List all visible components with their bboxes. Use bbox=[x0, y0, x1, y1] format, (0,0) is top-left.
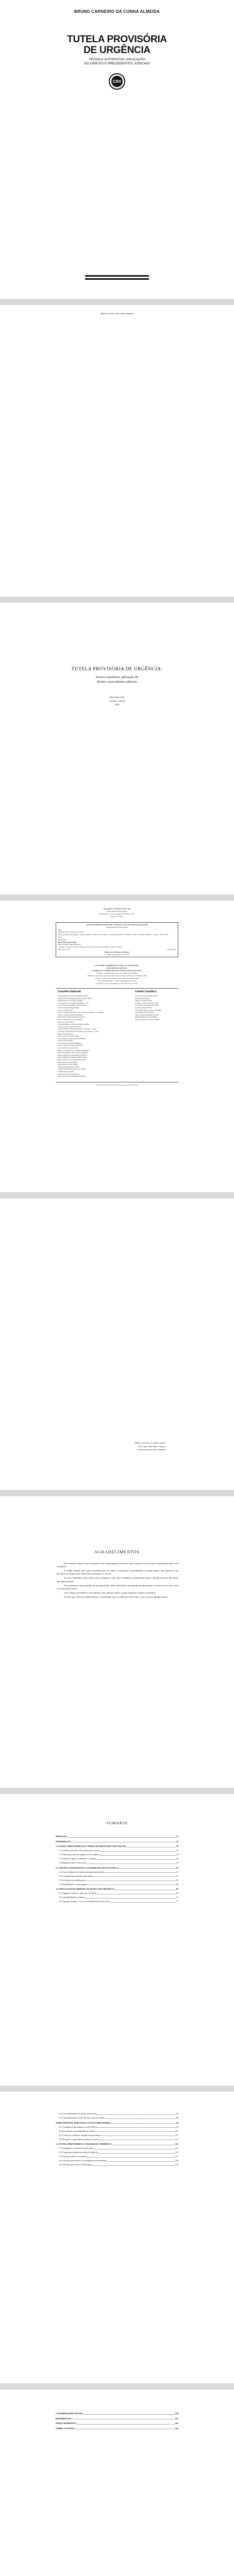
editorial-board-member: Sydione Santos (UEPG) bbox=[58, 1071, 74, 1073]
acknowledgments-heading: AGRADECIMENTOS bbox=[94, 1550, 140, 1554]
toc-leader-dots bbox=[87, 2157, 175, 2158]
toc-entry-title: ÍNDICE REMISSIVO bbox=[56, 2422, 77, 2425]
toc-entry-title: 2.3 Os limites da estabilização bbox=[59, 1878, 86, 1882]
toc-entry[interactable] bbox=[56, 2138, 178, 2141]
editorial-board-member: Aldira Guimarães Duarte Domínguez (UNB) bbox=[58, 995, 88, 997]
scientific-committee-member: Alexandre Walmott Borges (UFU) bbox=[135, 995, 158, 997]
toc-leader-dots bbox=[77, 2424, 175, 2425]
copyright-page bbox=[0, 901, 234, 1192]
acknowledgment-paragraph: A todos que, direta ou indiretamente, contribuíram para a realização desta obra, o meu sincero agradecimento. bbox=[64, 1595, 169, 1598]
cip-heading: DADOS INTERNACIONAIS DE CATALOGAÇÃO NA PUBLICAÇÃO (CIP) bbox=[87, 924, 147, 926]
toc-entry-title: 5.3 Tutela provisória e isonomia bbox=[59, 2155, 87, 2158]
toc-entry-title: 3.3 O perigo de dano e o risco ao resultado útil do processo bbox=[59, 1900, 110, 1903]
toc-leader-dots bbox=[85, 1898, 176, 1899]
toc-entry-title: 3 A APLICAÇÃO DO DIREITO NA TUTELA DE URGÊNCIA bbox=[56, 1888, 114, 1891]
toc-page-number: 53 bbox=[176, 1878, 178, 1882]
toc-entry-title: 3.5 A fundamentação da decisão que concede a tutela bbox=[59, 2116, 105, 2119]
toc-page-number: 127 bbox=[175, 2151, 178, 2154]
title-page-subtitle bbox=[0, 675, 234, 684]
scientific-committee-heading: Comitê Científico: bbox=[135, 990, 157, 993]
toc-entry-title: 2.4 Estabilização e coisa julgada bbox=[59, 1883, 87, 1886]
toc-entry-title: 2.2 A estabilização da tutela antecipada bbox=[59, 1874, 93, 1877]
cip-cdd: CDD 347.05 bbox=[167, 948, 176, 951]
toc-entry[interactable] bbox=[56, 2412, 178, 2415]
cip-box bbox=[56, 922, 178, 957]
publisher-city: Curitiba – Brasil bbox=[109, 700, 125, 702]
toc-page-number: 65 bbox=[176, 1888, 178, 1891]
toc-entry-title: 1.4 Requisitos para a concessão bbox=[59, 1861, 87, 1865]
toc-page-number: 155 bbox=[175, 2417, 178, 2420]
acknowledgment-paragraph: À minha família, pelo apoio incondicional em todos os momentos, especialmente à minha esposa, que suportou com paciência as longas horas dedicadas à pesquisa e à escrita. bbox=[57, 1569, 178, 1575]
toc-leader-dots bbox=[86, 1880, 176, 1881]
title-page-publisher bbox=[0, 696, 234, 706]
acknowledgment-paragraph: Aos professores do programa de pós-graduação, pelas discussões que permitiram aprofundar o estudo do processo civil e da tutela provisória. bbox=[57, 1584, 178, 1590]
review-line: Revisão: O Autor bbox=[110, 916, 124, 918]
dedication-page bbox=[0, 1198, 234, 1490]
editorial-board-member: Lourdes Helena da Silva (UFV) bbox=[58, 1047, 79, 1049]
toc-entry-title: 3.2 A probabilidade do direito bbox=[59, 1896, 85, 1899]
editorial-board-heading: Conselho Editorial: bbox=[58, 990, 81, 993]
acknowledgments-page bbox=[0, 1496, 234, 1788]
half-title-page bbox=[0, 305, 234, 597]
scientific-committee-member: Francisco Carlos Duarte (PUC-PR) bbox=[135, 1002, 159, 1004]
toc-entry-title: INTRODUÇÃO bbox=[56, 1840, 71, 1843]
scientific-committee-member: Luis Augusto Alves (UFPR) bbox=[135, 1011, 154, 1014]
toc-entry[interactable] bbox=[56, 2143, 178, 2146]
toc-leader-dots bbox=[87, 1863, 176, 1864]
scientific-committee-member: Joao Batista Gomes Moreira (UnB) bbox=[135, 1004, 159, 1007]
editorial-board-member: Fernando Antônio Gonçalves Alcoforado (IPB) bbox=[58, 1023, 89, 1026]
toc-page-number: 47 bbox=[176, 1874, 178, 1877]
editorial-board-member: Antônio Pereira Gaio Júnior (UFRRJ) bbox=[58, 999, 83, 1002]
toc-page-number: 107 bbox=[175, 2133, 178, 2137]
editorial-board-member: Tadeu Oliver Gonçalves (UFPA) bbox=[58, 1073, 79, 1075]
editor-line: Editor-chefe: Railson Moura bbox=[106, 910, 128, 912]
toc-leader-dots bbox=[96, 2114, 175, 2115]
cover-subtitle bbox=[0, 58, 234, 66]
cip-bibliography: Bibliografia bbox=[58, 938, 66, 941]
editorial-board-member: Élsio José Corá (UFFS) bbox=[58, 1021, 74, 1023]
toc-leader-dots bbox=[110, 1902, 175, 1903]
toc-entry-title: REFERÊNCIAS bbox=[56, 2417, 72, 2420]
editorial-board-member: Gloria Fariñas León (Universidade de La Havana – Cuba) bbox=[58, 1028, 96, 1030]
toc-entry-title: 4.1 O sistema de precedentes no CPC/2015 bbox=[59, 2125, 96, 2128]
toc-page-number: 83 bbox=[176, 2112, 178, 2115]
toc-entry[interactable] bbox=[56, 2134, 178, 2137]
toc-entry[interactable] bbox=[56, 1883, 178, 1886]
copyright-credits bbox=[0, 908, 234, 918]
toc-entry-title: 4.4 Distinção e superação na tutela provisória bbox=[59, 2138, 98, 2141]
toc-page-number: 161 bbox=[175, 2422, 178, 2425]
toc-page-number: 13 bbox=[176, 1840, 178, 1843]
toc-page-number: 138 bbox=[175, 2159, 178, 2162]
legal-line-8: Conheça os nossos lançamentos: www.editoracrv.com.br bbox=[96, 982, 138, 985]
cover-title bbox=[0, 34, 234, 56]
toc-leader-dots bbox=[68, 1837, 176, 1838]
toc-page-number: 29 bbox=[176, 1857, 178, 1860]
toc-page-number: 113 bbox=[175, 2138, 178, 2141]
toc-entry-title: 2 A TÉCNICA SATISFATIVA E A ESTABILIZAÇÃO DA TUTELA bbox=[56, 1866, 119, 1869]
toc-entry[interactable] bbox=[56, 1888, 178, 1891]
toc-entry-title: 4.2 Precedentes e probabilidade do direito bbox=[59, 2129, 95, 2132]
toc-page-number: 143 bbox=[175, 2163, 178, 2166]
editorial-board-member: Maria Lília Imbiriba Sousa Colares (UFOPA) bbox=[58, 1052, 88, 1054]
toc-leader-dots bbox=[119, 1868, 175, 1869]
scientific-committee-member: José Ribas Vieira (UFRJ) bbox=[135, 1006, 152, 1009]
toc-entry[interactable] bbox=[56, 1879, 178, 1882]
cip-subjects: 1. Direito 2. Processo civil 3. Tutela provisória 4. Precedentes judiciais I. Título II. Série. bbox=[58, 946, 122, 948]
cover-subtitle-line-2: DO DIREITO E PRECEDENTES JUDICIAIS bbox=[84, 62, 150, 65]
toc-entry[interactable] bbox=[56, 2155, 178, 2158]
toc-entry[interactable] bbox=[56, 1875, 178, 1878]
editorial-board-member: Tania Suely Azevedo Brasileiro (UFOPA) bbox=[58, 1075, 86, 1078]
toc-page-number: 121 bbox=[175, 2147, 178, 2150]
acknowledgment-paragraph: Aos colegas de trabalho e de academia, pelo diálogo franco e pelas sugestões sempre pertinentes. bbox=[64, 1591, 156, 1594]
toc-page-number: 19 bbox=[176, 1845, 178, 1848]
table-of-contents-2 bbox=[56, 2112, 178, 2167]
table-of-contents-3 bbox=[56, 2410, 178, 2431]
editorial-board-member: Simone Rodrigues Pinto (UNB) bbox=[58, 1065, 79, 1068]
scientific-committee-member: José Eduardo Pinto Lopes (UNISINOS) bbox=[135, 1009, 161, 1011]
publisher-logo-icon bbox=[108, 72, 126, 91]
toc-leader-dots bbox=[107, 2161, 175, 2162]
toc-entry[interactable] bbox=[56, 1853, 178, 1856]
legal-line-2: EM FORMATO DIGITAL. bbox=[106, 967, 128, 969]
editorial-board-member: Helmuth Krüger (UCP) bbox=[58, 1032, 74, 1035]
toc-leader-dots bbox=[93, 1876, 176, 1877]
scientific-committee-member: Reinaldo Ribeiro Lucas (UFAM) bbox=[135, 1016, 157, 1019]
toc-entry[interactable] bbox=[56, 1835, 178, 1838]
title-page-subtitle-line-2: direito e precedentes judiciais bbox=[97, 680, 137, 684]
acknowledgments-body bbox=[57, 1562, 178, 1600]
toc-page-number: 77 bbox=[176, 1900, 178, 1903]
toc-entry-title: CONSIDERAÇÕES FINAIS bbox=[56, 2412, 82, 2415]
peer-review-note: Este livro foi avaliado e aprovado por pareceristas ad hoc. bbox=[96, 1084, 138, 1086]
scientific-committee-list bbox=[135, 995, 181, 1021]
copyright-line: Copyright © da Editora CRV Ltda. bbox=[103, 908, 131, 910]
toc-leader-dots bbox=[100, 1851, 176, 1852]
summary-page-2 bbox=[0, 2092, 234, 2383]
scientific-committee-member: Edilson Vitorelli (UFMG) bbox=[135, 999, 153, 1002]
scientific-committee-member: Bruno Zanotti (PCES) bbox=[135, 997, 150, 999]
toc-page-number: 121 bbox=[175, 2143, 178, 2146]
toc-page-number: 149 bbox=[175, 2412, 178, 2415]
legal-notice bbox=[0, 964, 234, 985]
toc-entry[interactable] bbox=[56, 1849, 178, 1852]
toc-leader-dots bbox=[96, 1859, 175, 1860]
acknowledgment-paragraph: Ao meu orientador, pelas lições, pela confiança e pelo rigor acadêmico, fundamentais para o amadurecimento das ideias aqui apresentadas. bbox=[57, 1577, 178, 1583]
table-of-contents-1 bbox=[56, 1833, 178, 1904]
toc-entry-title: 1 A TUTELA PROVISÓRIA NO CÓDIGO DE PROCESSO CIVIL DE 2015 bbox=[56, 1845, 126, 1848]
toc-page-number: 71 bbox=[176, 1896, 178, 1899]
editorial-board-member: Jailson Alves dos Santos (UFRJ) bbox=[58, 1035, 79, 1038]
toc-entry-title: 1.3 Tutela de urgência satisfativa e cautelar bbox=[59, 1857, 96, 1860]
toc-entry-title: PREFÁCIO bbox=[56, 1835, 67, 1838]
toc-entry-title: 5.4 A decisão provisória e a vinculação aos precedentes bbox=[59, 2159, 107, 2162]
toc-entry[interactable] bbox=[56, 1896, 178, 1899]
toc-entry[interactable] bbox=[56, 2163, 178, 2166]
toc-leader-dots bbox=[111, 2123, 176, 2124]
toc-leader-dots bbox=[83, 2414, 175, 2415]
toc-entry-title: 4.3 A tutela de evidência fundada em precedentes bbox=[59, 2133, 102, 2137]
toc-leader-dots bbox=[98, 2153, 175, 2154]
toc-entry[interactable] bbox=[56, 2417, 178, 2420]
toc-entry-title: SOBRE O AUTOR bbox=[56, 2427, 74, 2430]
toc-entry[interactable] bbox=[56, 2130, 178, 2133]
cip-subheading: CATALOGAÇÃO NA FONTE bbox=[106, 926, 128, 928]
editorial-board-member: Cesar Gerónimo Tello (Univer. Nacional Três de Febrero – Argentina) bbox=[58, 1011, 104, 1014]
editorial-board-member: Carmen Tereza Velanga (UNIR) bbox=[58, 1006, 79, 1009]
editorial-board-member: Carlos Alberto Vilar Estêvão (UMINHO – PT) bbox=[58, 1002, 89, 1004]
toc-leader-dots bbox=[101, 1855, 176, 1856]
editorial-board-member: Maria de Lourdes Pinto de Almeida (UNOESC) bbox=[58, 1049, 90, 1052]
toc-page-number: 33 bbox=[176, 1861, 178, 1865]
toc-entry[interactable] bbox=[56, 2126, 178, 2129]
dedication-line-2: Alice, por todo amor e apoio; bbox=[138, 1445, 166, 1448]
toc-leader-dots bbox=[127, 1847, 176, 1848]
legal-line-1: ESTA OBRA TAMBÉM ENCONTRA-SE DISPONÍVEL bbox=[95, 964, 139, 967]
toc-page-number: 65 bbox=[176, 1892, 178, 1895]
toc-entry[interactable] bbox=[56, 1871, 178, 1874]
editorial-board-member: Sérgio Nunes de Jesus (IFRO) bbox=[58, 1063, 78, 1066]
publisher-logo-text: CRV bbox=[112, 79, 122, 84]
cover-title-line-2: DE URGÊNCIA bbox=[83, 45, 151, 56]
cip-index-line: 1. Direito processual civil 347.05 bbox=[105, 953, 129, 956]
toc-entry[interactable] bbox=[56, 2159, 178, 2162]
cip-cdu: CDU 347.91/.95 bbox=[58, 948, 70, 951]
editorial-board-member: Celso Conti (UFSCar) bbox=[58, 1009, 73, 1011]
toc-page-number: 133 bbox=[175, 2155, 178, 2158]
toc-entry-title: 4 PRECEDENTES JUDICIAIS E TUTELA PROVISÓRIA bbox=[56, 2121, 111, 2124]
toc-page-number: 41 bbox=[176, 1866, 178, 1869]
acknowledgment-paragraph: Este trabalho jamais teria se realizado sem a participação de pessoas que, cada uma a seu modo, contribuíram para a sua conclusão. bbox=[57, 1562, 178, 1568]
editorial-board-member: Elione Maria Nogueira Diogenes (UFAL) bbox=[58, 1016, 86, 1019]
dedication-line-1: Dedico este livro à minha esposa, bbox=[135, 1442, 166, 1444]
cip-isbn: ISBN 978-85-444-2196-4 bbox=[58, 941, 77, 943]
legal-line-4: Foi feito o depósito legal conf. Lei 10.994 de 14/12/2004 bbox=[96, 972, 138, 974]
toc-entry[interactable] bbox=[56, 1892, 178, 1895]
toc-entry[interactable] bbox=[56, 2422, 178, 2425]
toc-entry[interactable] bbox=[56, 1845, 178, 1848]
toc-page-number: 24 bbox=[176, 1853, 178, 1856]
dedication-text bbox=[109, 1442, 166, 1452]
cover-page bbox=[0, 0, 234, 299]
editorial-board-member: Elizeu Clementino de Souza (UNEB) bbox=[58, 1018, 82, 1021]
editorial-board-member: João Adalberto Campato Junior (UNESP) bbox=[58, 1037, 86, 1040]
toc-leader-dots bbox=[105, 1872, 175, 1873]
title-page-title: TUTELA PROVISÓRIA DE URGÊNCIA: bbox=[71, 667, 163, 672]
toc-page-number: 101 bbox=[175, 2129, 178, 2132]
toc-leader-dots bbox=[95, 2131, 174, 2132]
toc-entry-title: 1.1 A tutela provisória como técnica processual bbox=[59, 1849, 100, 1852]
toc-page-number: 41 bbox=[176, 1870, 178, 1873]
toc-entry-title: 5 A TUTELA PROVISÓRIA E O DEVER DE COERÊNCIA bbox=[56, 2143, 112, 2146]
cip-author: Almeida, Bruno Carneiro da Cunha. bbox=[58, 931, 84, 934]
toc-entry[interactable] bbox=[56, 2122, 178, 2125]
toc-page-number: 58 bbox=[176, 1883, 178, 1886]
editorial-board-member: Andréia da Silva Quintanilha Sousa (UNIR/UFRN) bbox=[58, 997, 92, 999]
editorial-board-member: Josania Portela (UFPI) bbox=[58, 1040, 73, 1042]
publisher-name: EDITORA CRV bbox=[109, 696, 125, 699]
toc-entry[interactable] bbox=[56, 2147, 178, 2150]
toc-entry-title: 3.1 Cognição sumária e aplicação do direito bbox=[59, 1892, 97, 1895]
legal-line-5: Proibida a reprodução parcial ou total desta obra sem autorização da Editora CRV bbox=[87, 975, 147, 977]
dedication-line-3: e aos meus pais, pelo exemplo. bbox=[137, 1448, 166, 1451]
toc-page-number: 88 bbox=[176, 2116, 178, 2119]
editorial-board-list bbox=[58, 995, 133, 1078]
editorial-board-member: Lídia de Oliveira Xavier (UNIEURO) bbox=[58, 1044, 83, 1047]
toc-entry[interactable] bbox=[56, 1840, 178, 1843]
toc-entry-title: 5.5 Considerações sobre a efetividade bbox=[59, 2163, 92, 2166]
editorial-board-member: Solange Helena Ximenes-Rocha (UFOPA) bbox=[58, 1068, 86, 1071]
title-page-subtitle-line-1: técnica satisfativa, aplicação do bbox=[95, 675, 139, 679]
editorial-board-member: Maria Cristina dos Santos Bezerra (UFSCar) bbox=[58, 1054, 88, 1056]
toc-page-number: 95 bbox=[176, 2125, 178, 2128]
board-divider bbox=[56, 988, 178, 989]
legal-line-7: Tel.: (41) 3039-6418 - E-mail: sac@editoracrv.com.br bbox=[97, 980, 137, 982]
toc-entry[interactable] bbox=[56, 2116, 178, 2120]
toc-entry[interactable] bbox=[56, 2112, 178, 2115]
summary-heading: SUMÁRIO bbox=[106, 1821, 128, 1825]
summary-page-1 bbox=[0, 1794, 234, 2086]
toc-entry-title: 5.1 Integridade e coerência das decisões bbox=[59, 2147, 94, 2150]
cover-bottom-rule bbox=[0, 268, 234, 289]
half-title-author: Bruno Carneiro da Cunha Almeida bbox=[101, 312, 133, 315]
toc-page-number: 11 bbox=[176, 1835, 178, 1838]
toc-leader-dots bbox=[96, 2127, 175, 2128]
design-line: Diagramação e Capa: Designers da Editora CRV bbox=[99, 913, 135, 915]
cip-pages: 164 p. bbox=[58, 936, 62, 938]
cip-code: A447 bbox=[58, 928, 62, 931]
toc-page-number: 163 bbox=[175, 2427, 178, 2430]
cip-title: Tutela provisória de urgência: técnica satisfativa, aplicação do direito e precedentes judiciais / Bruno Carneiro da Cunha Almeida – Curitiba : CRV, 2018. bbox=[58, 934, 169, 936]
toc-entry[interactable] bbox=[56, 1861, 178, 1865]
editorial-board-member: Renato Francisco dos Santos Paula (UFG) bbox=[58, 1059, 86, 1061]
legal-line-3: CONHEÇA E COMPRE ESTE E OUTROS TÍTULOS DA CRV bbox=[92, 970, 142, 972]
toc-entry[interactable] bbox=[56, 1867, 178, 1870]
editorial-board-member: Leonel Severo Rocha (UNISINOS) bbox=[58, 1042, 81, 1044]
toc-entry[interactable] bbox=[56, 2427, 178, 2430]
cover-subtitle-line-1: TÉCNICA SATISFATIVA, APLICAÇÃO bbox=[88, 58, 146, 61]
cip-doi: DOI 10.24824/978854442196.4 bbox=[58, 943, 81, 946]
toc-entry-title: 5.2 A segurança jurídica na tutela de urgência bbox=[59, 2151, 98, 2154]
toc-entry[interactable] bbox=[56, 2151, 178, 2154]
toc-entry[interactable] bbox=[56, 1857, 178, 1860]
editorial-board-member: Rodrigo Pratte-Santos (UFES) bbox=[58, 1061, 78, 1063]
publication-year: 2018 bbox=[114, 703, 120, 706]
editorial-board-member: Carlos Federico Dominguez Avila (Unieuro) bbox=[58, 1004, 87, 1007]
editorial-board-member: Paulo Romualdo Hernandes (UNIFAL-MG) bbox=[58, 1056, 87, 1059]
cover-author: BRUNO CARNEIRO DA CUNHA ALMEIDA bbox=[74, 9, 160, 14]
toc-entry-title: 2.1 O procedimento da tutela antecipada antecedente bbox=[59, 1870, 105, 1873]
editorial-board-member: Francisco Carlos Duarte (PUC-PR) bbox=[58, 1025, 81, 1028]
editorial-board-member: Guillermo Arias Beatón (Universidade de La Havana – Cuba) bbox=[58, 1030, 98, 1032]
toc-page-number: 95 bbox=[176, 2121, 178, 2124]
toc-leader-dots bbox=[92, 2165, 174, 2166]
scientific-committee-member: Maria da Glória Bonelli (UFSCAR) bbox=[135, 1013, 159, 1016]
cip-index-heading: Índice para catálogo sistemático bbox=[105, 951, 129, 953]
toc-entry-title: 3.4 A reversibilidade dos efeitos da decisão bbox=[59, 2112, 96, 2115]
toc-entry-title: 1.2 Tutela provisória de urgência e de evidência bbox=[59, 1853, 101, 1856]
editorial-board-member: Eduardo Fernandes Barbosa (UFMG) bbox=[58, 1013, 83, 1016]
toc-page-number: 19 bbox=[176, 1849, 178, 1852]
scientific-committee-member: Samuel de Oliveira Ferreira (UFRR) bbox=[135, 1018, 159, 1021]
summary-page-3 bbox=[0, 2389, 234, 2576]
title-page bbox=[0, 603, 234, 894]
cover-title-line-1: TUTELA PROVISÓRIA bbox=[67, 34, 167, 45]
toc-entry[interactable] bbox=[56, 1900, 178, 1903]
legal-line-6: Todos os direitos desta edição reservados pela: Editora CRV bbox=[95, 977, 139, 979]
